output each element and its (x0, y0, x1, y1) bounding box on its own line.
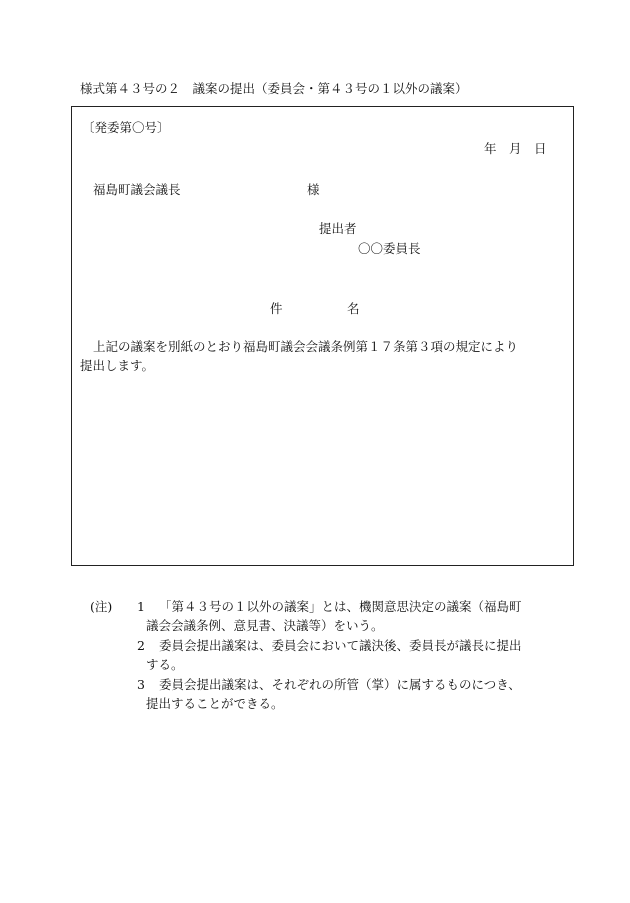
addressee: 福島町議会議長 (93, 182, 181, 197)
honorific: 様 (307, 182, 320, 197)
note-item-line: 「第４３号の１以外の議案」とは、機関意思決定の議案（福島町 (159, 599, 522, 614)
note-item-line: 議会会議条例、意見書、決議等）をいう。 (146, 618, 384, 633)
note-item-line: する。 (146, 657, 184, 672)
note-item-line: 委員会提出議案は、それぞれの所管（掌）に属するものにつき、 (159, 677, 521, 692)
form-frame (71, 106, 574, 566)
notes-label: (注) (90, 599, 113, 614)
submitter-label: 提出者 (319, 221, 357, 236)
form-title: 様式第４３号の２ 議案の提出（委員会・第４３号の１以外の議案） (80, 81, 468, 96)
body-text-line-1: 上記の議案を別紙のとおり福島町議会会議条例第１７条第３項の規定により (93, 339, 519, 354)
note-item-line: 委員会提出議案は、委員会において議決後、委員長が議長に提出 (159, 638, 522, 653)
date-line: 年 月 日 (484, 141, 547, 156)
note-item-line: 提出することができる。 (146, 696, 284, 711)
note-item-number: 2 (137, 638, 145, 653)
note-item-number: 3 (137, 677, 145, 692)
subject-label-2: 名 (347, 301, 360, 316)
body-text-line-2: 提出します。 (80, 358, 155, 373)
submitter-name: 〇〇委員長 (358, 241, 421, 256)
note-item-number: 1 (137, 599, 145, 614)
subject-label-1: 件 (270, 301, 283, 316)
document-number: 〔発委第〇号〕 (82, 120, 170, 135)
